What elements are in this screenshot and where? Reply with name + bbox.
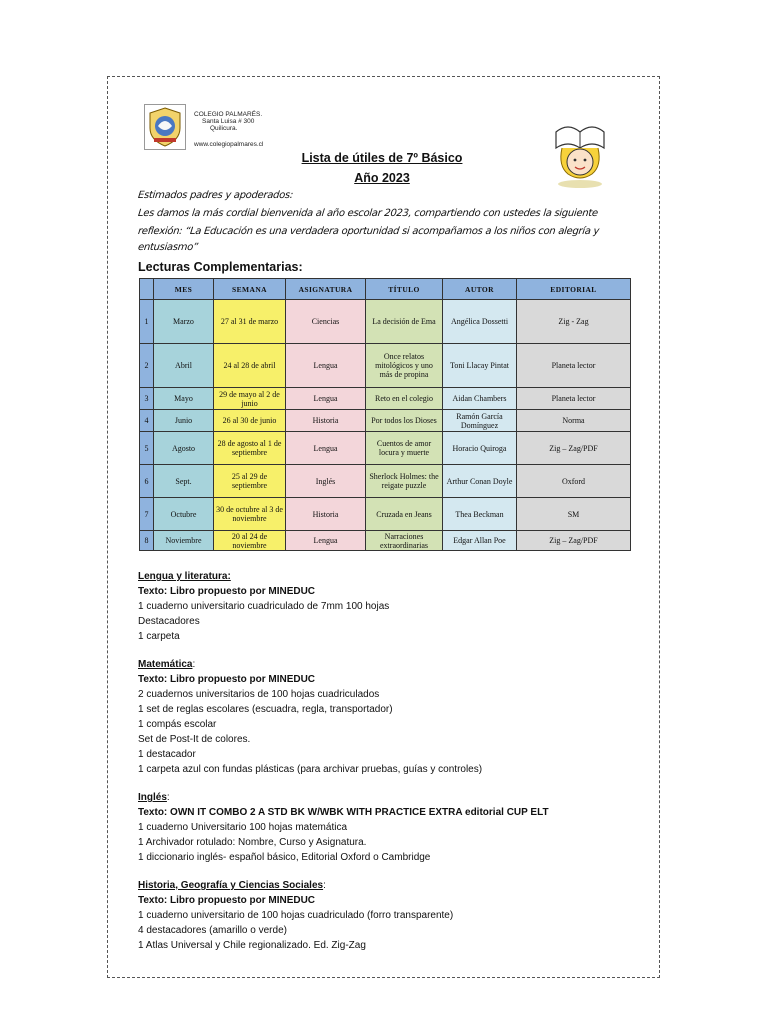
cell-editorial: Norma (517, 410, 631, 432)
child-reading-illustration (548, 118, 612, 190)
cell-titulo: Sherlock Holmes: the reigate puzzle (366, 465, 443, 498)
list-item: 1 cuaderno Universitario 100 hojas matemática (138, 822, 347, 833)
cell-titulo: Cuentos de amor locura y muerte (366, 432, 443, 465)
header-titulo: TÍTULO (366, 279, 443, 300)
row-number: 5 (140, 432, 154, 465)
cell-titulo: Narraciones extraordinarias (366, 531, 443, 551)
cell-asignatura: Lengua (286, 344, 366, 388)
section-textbook: Texto: Libro propuesto por MINEDUC (138, 674, 316, 685)
section-matematica (138, 657, 638, 777)
table-row (140, 498, 631, 531)
section-heading: Matemática: (138, 659, 196, 670)
cell-editorial: SM (517, 498, 631, 531)
cell-editorial: Planeta lector (517, 344, 631, 388)
section-historia (138, 878, 638, 953)
row-number: 4 (140, 410, 154, 432)
cell-autor: Horacio Quiroga (443, 432, 517, 465)
cell-editorial: Zig - Zag (517, 300, 631, 344)
cell-autor: Angélica Dossetti (443, 300, 517, 344)
table-row (140, 432, 631, 465)
page-title: Lista de útiles de 7º Básico (301, 151, 463, 165)
list-item: 1 Archivador rotulado: Nombre, Curso y Asignatura. (138, 837, 367, 848)
cell-titulo: Reto en el colegio (366, 388, 443, 410)
row-number: 6 (140, 465, 154, 498)
school-website[interactable]: www.colegiopalmares.cl (194, 141, 264, 148)
section-heading: Lengua y literatura: (138, 571, 231, 582)
cell-autor: Arthur Conan Doyle (443, 465, 517, 498)
cell-autor: Ramón García Domínguez (443, 410, 517, 432)
list-item: Set de Post-It de colores. (138, 734, 251, 745)
cell-titulo: La decisión de Ema (366, 300, 443, 344)
cell-mes: Abril (154, 344, 214, 388)
list-item: 1 destacador (138, 749, 196, 760)
cell-mes: Agosto (154, 432, 214, 465)
readings-heading: Lecturas Complementarias: (138, 260, 303, 274)
cell-mes: Mayo (154, 388, 214, 410)
list-item: 4 destacadores (amarillo o verde) (138, 925, 287, 936)
cell-semana: 29 de mayo al 2 de junio (214, 388, 286, 410)
section-textbook: Texto: Libro propuesto por MINEDUC (138, 586, 316, 597)
list-item: 1 diccionario inglés- español básico, Editorial Oxford o Cambridge (138, 852, 431, 863)
greeting-salutation: Estimados padres y apoderados: (137, 190, 294, 201)
cell-asignatura: Inglés (286, 465, 366, 498)
cell-mes: Sept. (154, 465, 214, 498)
cell-mes: Noviembre (154, 531, 214, 551)
header-semana: SEMANA (214, 279, 286, 300)
row-number: 2 (140, 344, 154, 388)
cell-titulo: Por todos los Dioses (366, 410, 443, 432)
list-item: 1 cuaderno universitario de 100 hojas cuadriculado (forro transparente) (138, 910, 454, 921)
cell-asignatura: Lengua (286, 531, 366, 551)
row-number: 8 (140, 531, 154, 551)
table-row (140, 410, 631, 432)
cell-semana: 27 al 31 de marzo (214, 300, 286, 344)
school-name: COLEGIO PALMARÉS. (194, 111, 263, 118)
cell-asignatura: Ciencias (286, 300, 366, 344)
school-address: Santa Luisa # 300 (202, 118, 255, 125)
greeting-line: Les damos la más cordial bienvenida al año escolar 2023, compartiendo con ustedes la siguiente (137, 208, 599, 219)
header-editorial: EDITORIAL (517, 279, 631, 300)
row-number: 7 (140, 498, 154, 531)
cell-semana: 30 de octubre al 3 de noviembre (214, 498, 286, 531)
section-heading: Inglés: (138, 792, 170, 803)
cell-autor: Aidan Chambers (443, 388, 517, 410)
section-lengua (138, 569, 638, 644)
section-heading: Historia, Geografía y Ciencias Sociales: (138, 880, 326, 891)
cell-autor: Thea Beckman (443, 498, 517, 531)
cell-semana: 24 al 28 de abril (214, 344, 286, 388)
cell-autor: Edgar Allan Poe (443, 531, 517, 551)
section-textbook: Texto: OWN IT COMBO 2 A STD BK W/WBK WITH PRACTICE EXTRA editorial CUP ELT (138, 807, 549, 818)
page-year: Año 2023 (354, 171, 410, 185)
list-item: 1 cuaderno universitario cuadriculado de 7mm 100 hojas (138, 601, 390, 612)
readings-table (139, 278, 631, 551)
greeting-line: reflexión: “La Educación es una verdadera oportunidad si acompañamos a los niños con alegría y (137, 226, 600, 237)
header-autor: AUTOR (443, 279, 517, 300)
school-info (194, 111, 263, 148)
table-header-row (140, 279, 631, 300)
header-mes: MES (154, 279, 214, 300)
cell-editorial: Zig – Zag/PDF (517, 531, 631, 551)
section-ingles (138, 790, 638, 865)
cell-semana: 20 al 24 de noviembre (214, 531, 286, 551)
cell-autor: Toni Llacay Pintat (443, 344, 517, 388)
cell-titulo: Once relatos mitológicos y uno más de propina (366, 344, 443, 388)
list-item: 1 carpeta azul con fundas plásticas (para archivar pruebas, guías y controles) (138, 764, 483, 775)
cell-mes: Octubre (154, 498, 214, 531)
cell-semana: 25 al 29 de septiembre (214, 465, 286, 498)
cell-semana: 26 al 30 de junio (214, 410, 286, 432)
cell-asignatura: Historia (286, 410, 366, 432)
supplies-list (138, 569, 638, 966)
cell-editorial: Planeta lector (517, 388, 631, 410)
cell-asignatura: Historia (286, 498, 366, 531)
table-row (140, 344, 631, 388)
list-item: 2 cuadernos universitarios de 100 hojas cuadriculados (138, 689, 380, 700)
cell-mes: Junio (154, 410, 214, 432)
list-item: 1 Atlas Universal y Chile regionalizado. Ed. Zig-Zag (138, 940, 366, 951)
school-logo (144, 104, 186, 150)
cell-titulo: Cruzada en Jeans (366, 498, 443, 531)
row-number: 1 (140, 300, 154, 344)
list-item: 1 carpeta (138, 631, 180, 642)
list-item: 1 set de reglas escolares (escuadra, regla, transportador) (138, 704, 393, 715)
greeting-line: entusiasmo” (137, 242, 199, 253)
cell-asignatura: Lengua (286, 432, 366, 465)
cell-editorial: Oxford (517, 465, 631, 498)
row-number: 3 (140, 388, 154, 410)
header-asignatura: ASIGNATURA (286, 279, 366, 300)
header-num (140, 279, 154, 300)
list-item: Destacadores (138, 616, 200, 627)
cell-editorial: Zig – Zag/PDF (517, 432, 631, 465)
table-row (140, 388, 631, 410)
cell-asignatura: Lengua (286, 388, 366, 410)
list-item: 1 compás escolar (138, 719, 217, 730)
table-row (140, 531, 631, 551)
cell-semana: 28 de agosto al 1 de septiembre (214, 432, 286, 465)
cell-mes: Marzo (154, 300, 214, 344)
table-row (140, 465, 631, 498)
section-textbook: Texto: Libro propuesto por MINEDUC (138, 895, 316, 906)
table-row (140, 300, 631, 344)
school-city: Quilicura. (210, 125, 238, 132)
